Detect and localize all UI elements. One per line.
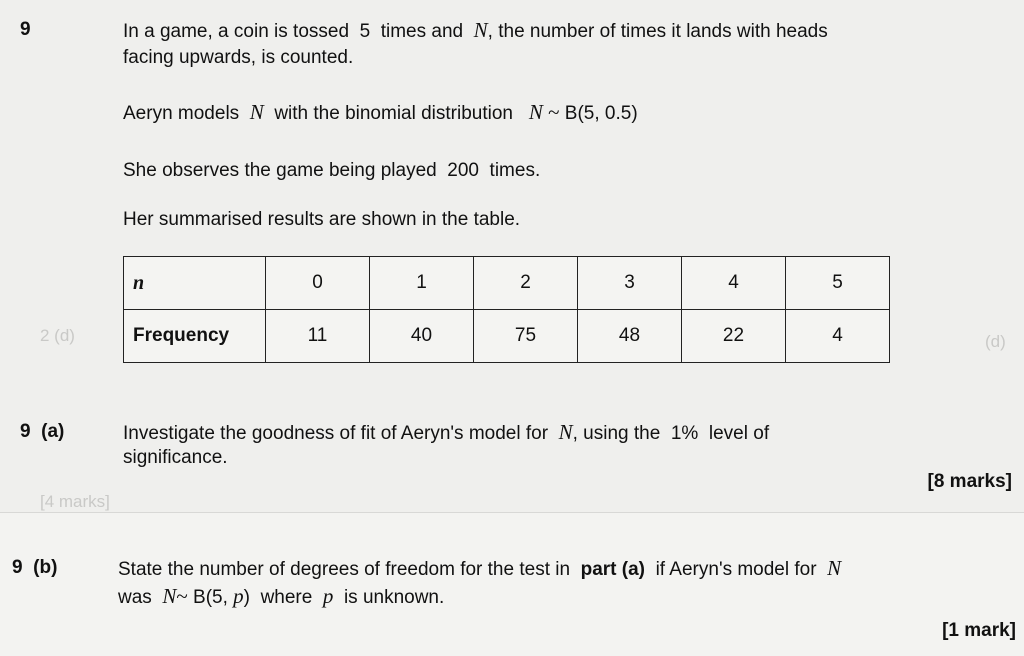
row-header-n: n — [124, 257, 266, 310]
model-statement — [123, 100, 638, 126]
variable-n: N — [827, 556, 842, 580]
table-cell-n: 1 — [370, 257, 474, 310]
table-cell-frequency: 4 — [786, 310, 890, 363]
table-cell-n: 0 — [266, 257, 370, 310]
table-cell-n: 2 — [474, 257, 578, 310]
part-b-marks: [1 mark] — [942, 620, 1016, 641]
intro-text: In a game, a coin is tossed — [123, 21, 350, 42]
table-cell-n: 5 — [786, 257, 890, 310]
part-a-text: level of — [708, 423, 770, 444]
question-intro-line-2: facing upwards, is counted. — [123, 47, 354, 68]
table-cell-frequency: 48 — [578, 310, 682, 363]
part-b-number — [12, 556, 57, 580]
table-cell-frequency: 22 — [682, 310, 786, 363]
part-reference: part (a) — [580, 559, 646, 580]
variable-p: p — [233, 584, 244, 608]
variable-n: N — [528, 100, 543, 124]
table-cell-frequency: 11 — [266, 310, 370, 363]
table-row-frequency — [124, 310, 890, 363]
toss-count: 5 — [359, 21, 371, 42]
variable-n: N — [162, 584, 177, 608]
part-label: (b) — [33, 557, 58, 578]
variable-n: N — [249, 100, 264, 124]
table-cell-n: 4 — [682, 257, 786, 310]
part-a-number — [20, 420, 64, 444]
part-a-line-1 — [123, 420, 769, 446]
intro-text: , the number of times it lands with heads — [487, 21, 828, 42]
part-a-marks: [8 marks] — [927, 471, 1012, 492]
observation-statement — [123, 159, 540, 183]
intro-text: times and — [380, 21, 464, 42]
question-number: 9 — [12, 557, 23, 578]
table-cell-frequency: 40 — [370, 310, 474, 363]
part-b-text: State the number of degrees of freedom for the test in — [118, 559, 571, 580]
model-text: Aeryn models — [123, 103, 240, 124]
tilde-symbol: ~ — [548, 100, 560, 124]
part-b-text: was — [118, 587, 152, 608]
observation-text: times. — [489, 160, 541, 181]
show-through-text: 2 (d) — [40, 326, 75, 345]
part-b-text: if Aeryn's model for — [655, 559, 817, 580]
part-b-text: where — [260, 587, 313, 608]
row-header-frequency: Frequency — [124, 310, 266, 363]
show-through-text: (d) — [985, 332, 1006, 351]
variable-p: p — [322, 584, 334, 608]
binomial-distribution: B(5, — [193, 587, 228, 608]
frequency-table — [123, 256, 890, 363]
binomial-distribution: B(5, 0.5) — [564, 103, 638, 124]
observation-text: She observes the game being played — [123, 160, 437, 181]
part-label: (a) — [41, 421, 65, 442]
table-row-n — [124, 257, 890, 310]
question-intro-line-1 — [123, 18, 828, 44]
model-text: with the binomial distribution — [274, 103, 513, 124]
show-through-text: [4 marks] — [40, 492, 110, 511]
games-played-count: 200 — [447, 160, 479, 181]
tilde-symbol: ~ — [176, 584, 188, 608]
question-number: 9 — [20, 421, 31, 442]
part-b-line-1 — [118, 556, 841, 582]
part-a-text: , using the — [572, 423, 661, 444]
table-cell-n: 3 — [578, 257, 682, 310]
part-b-text: is unknown. — [343, 587, 445, 608]
binomial-distribution: ) — [243, 587, 250, 608]
part-a-text: Investigate the goodness of fit of Aeryn's model for — [123, 423, 549, 444]
table-cell-frequency: 75 — [474, 310, 578, 363]
variable-n: N — [558, 420, 573, 444]
question-number: 9 — [20, 19, 31, 40]
variable-n: N — [473, 18, 488, 42]
significance-level: 1% — [670, 423, 699, 444]
part-a-line-2: significance. — [123, 447, 228, 468]
part-b-line-2 — [118, 584, 444, 610]
table-intro: Her summarised results are shown in the table. — [123, 209, 521, 230]
